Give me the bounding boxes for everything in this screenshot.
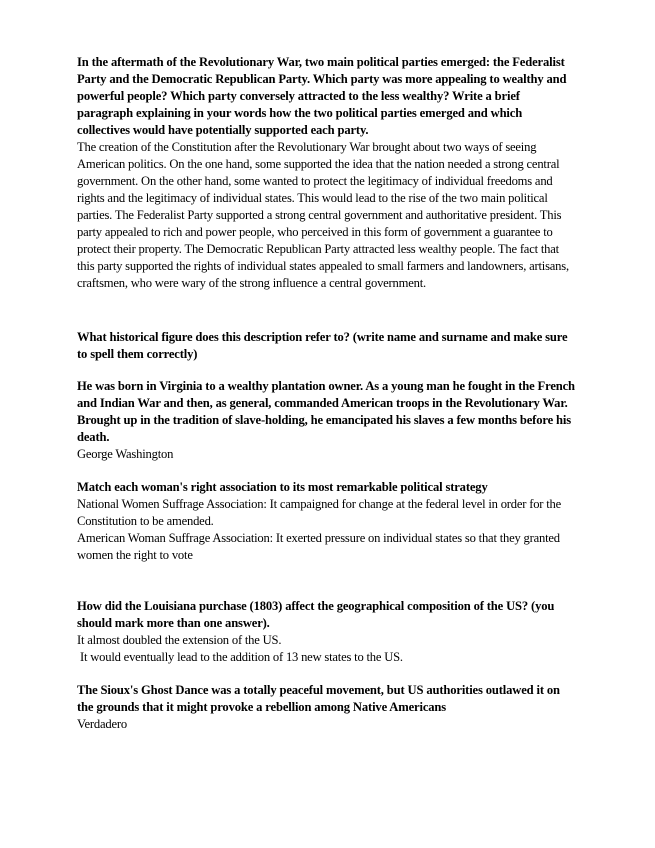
answer-1-text: The creation of the Constitution after the Revolutionary War brought about two ways of seeing American politics. On the one hand, some supported the idea that the nation needed a strong central government. On the other hand, some wanted to protect the legitimacy of individual freedoms and rights and the legitimacy of individual states. This would lead to the rise of the two main political parties. The Federalist Party supported a strong central government and authoritative president. This party appealed to rich and power people, who perceived in this form of government a guarantee to protect their property. The Democratic Republican Party attracted less wealthy people. The fact that this party supported the rights of individual states appealed to small farmers and landowners, artisans, craftsmen, who were wary of the strong influence a central government. <box>77 140 569 290</box>
spacer <box>77 463 577 479</box>
question-3-text: Match each woman's right association to its most remarkable political strategy <box>77 480 488 494</box>
question-2-description: He was born in Virginia to a wealthy plantation owner. As a young man he fought in the French and Indian War and then, as general, commanded American troops in the Revolutionary War. Brought up in the tradition of slave-holding, he emancipated his slaves a few months before his death. <box>77 379 575 444</box>
answer-5-text: Verdadero <box>77 717 127 731</box>
spacer <box>77 363 577 378</box>
answer-4b-text: It would eventually lead to the addition of 13 new states to the US. <box>80 650 403 664</box>
spacer <box>77 564 577 598</box>
question-4-text: How did the Louisiana purchase (1803) affect the geographical composition of the US? (you should mark more than one answer). <box>77 599 555 630</box>
answer-3b-text: American Woman Suffrage Association: It exerted pressure on individual states so that they granted women the right to vote <box>77 531 560 562</box>
document-page <box>77 54 577 733</box>
question-3-section <box>77 479 577 564</box>
question-2-text: What historical figure does this description refer to? (write name and surname and make sure to spell them correctly) <box>77 330 568 361</box>
answer-3a-text: National Women Suffrage Association: It campaigned for change at the federal level in order for the Constitution to be amended. <box>77 497 562 528</box>
question-1-section <box>77 54 577 292</box>
question-1-text: In the aftermath of the Revolutionary War, two main political parties emerged: the Federalist Party and the Democratic Republican Party. Which party was more appealing to wealthy and powerful people? Which party conversely attracted to the less wealthy? Write a brief paragraph explaining in your words how the two political parties emerged and which collectives would have potentially supported each party. <box>77 55 567 137</box>
question-2-section <box>77 329 577 463</box>
question-4-section <box>77 598 577 666</box>
question-5-text: The Sioux's Ghost Dance was a totally peaceful movement, but US authorities outlawed it on the grounds that it might provoke a rebellion among Native Americans <box>77 683 560 714</box>
spacer <box>77 292 577 329</box>
question-5-section <box>77 682 577 733</box>
spacer <box>77 666 577 682</box>
answer-2-text: George Washington <box>77 447 174 461</box>
answer-4a-text: It almost doubled the extension of the US. <box>77 633 282 647</box>
